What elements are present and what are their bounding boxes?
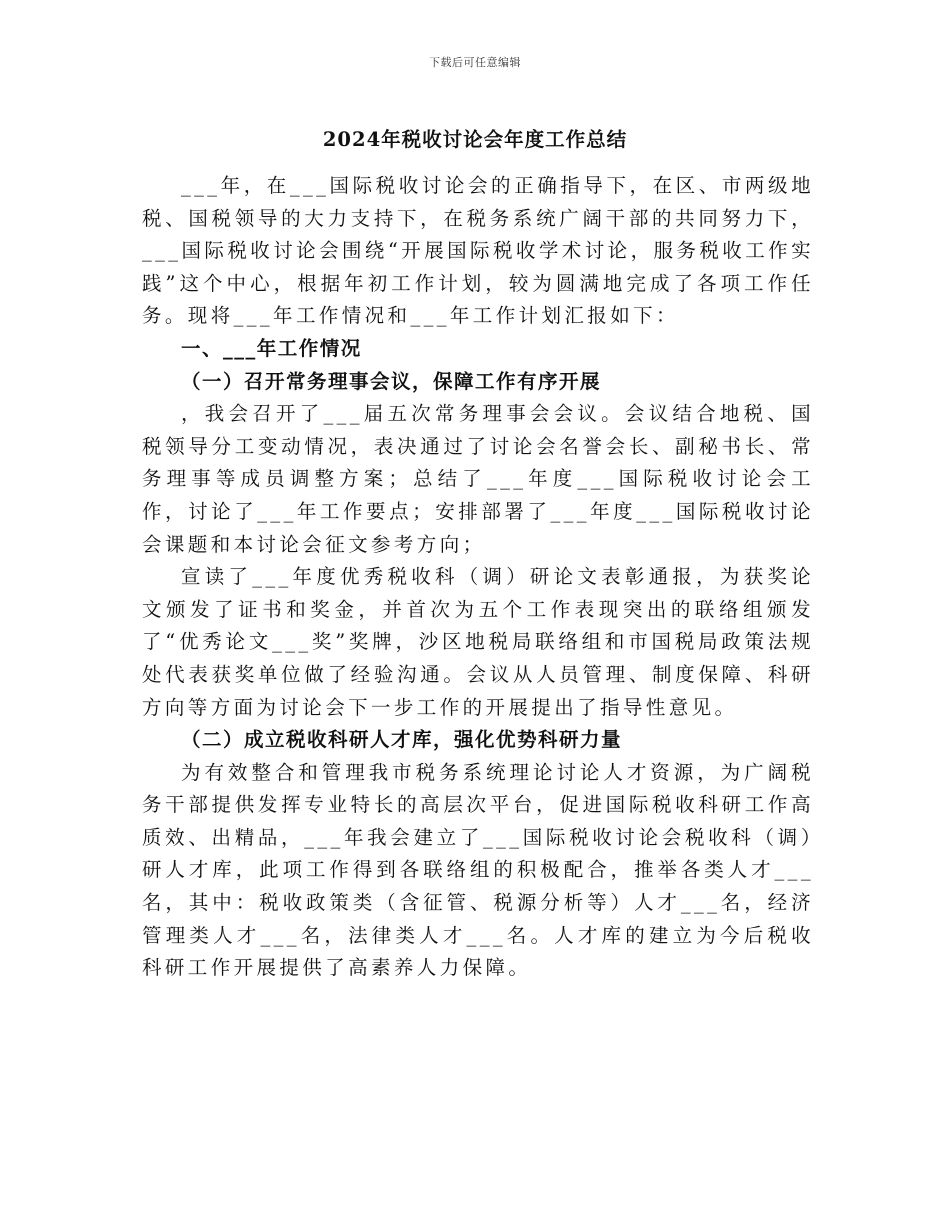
subsection-1-paragraph-1: ，我会召开了___届五次常务理事会会议。会议结合地税、国税领导分工变动情况，表决通过了讨论会名誉会长、副秘书长、常务理事等成员调整方案；总结了___年度___国际税收讨论会工作，讨论了___年工作要点；安排部署了___年度___国际税收讨论会课题和本讨论会征文参考方向； bbox=[142, 402, 814, 556]
document-body bbox=[142, 170, 814, 985]
section-1-heading: 一、___年工作情况 bbox=[181, 336, 362, 360]
intro-paragraph: ___年，在___国际税收讨论会的正确指导下，在区、市两级地税、国税领导的大力支持下，在税务系统广阔干部的共同努力下，___国际税收讨论会围绕“开展国际税收学术讨论，服务税收工作实践”这个中心，根据年初工作计划，较为圆满地完成了各项工作任务。现将___年工作情况和___年工作计划汇报如下： bbox=[142, 174, 814, 328]
subsection-1-heading: （一）召开常务理事会议，保障工作有序开展 bbox=[181, 369, 602, 393]
document-title: 2024年税收讨论会年度工作总结 bbox=[322, 128, 628, 151]
subsection-2-paragraph-1: 为有效整合和管理我市税务系统理论讨论人才资源，为广阔税务干部提供发挥专业特长的高层次平台，促进国际税收科研工作高质效、出精品，___年我会建立了___国际税收讨论会税收科（调）研人才库，此项工作得到各联络组的积极配合，推举各类人才___名，其中：税收政策类（含征管、税源分析等）人才___名，经济管理类人才___名，法律类人才___名。人才库的建立为今后税收科研工作开展提供了高素养人力保障。 bbox=[142, 760, 814, 980]
page-header-note: 下载后可任意编辑 bbox=[429, 56, 521, 69]
subsection-2-heading: （二）成立税收科研人才库，强化优势科研力量 bbox=[181, 728, 623, 752]
subsection-1-paragraph-2: 宣读了___年度优秀税收科（调）研论文表彰通报，为获奖论文颁发了证书和奖金，并首次为五个工作表现突出的联络组颁发了“优秀论文___奖”奖牌，沙区地税局联络组和市国税局政策法规处代表获奖单位做了经验沟通。会议从人员管理、制度保障、科研方向等方面为讨论会下一步工作的开展提出了指导性意见。 bbox=[142, 565, 814, 719]
